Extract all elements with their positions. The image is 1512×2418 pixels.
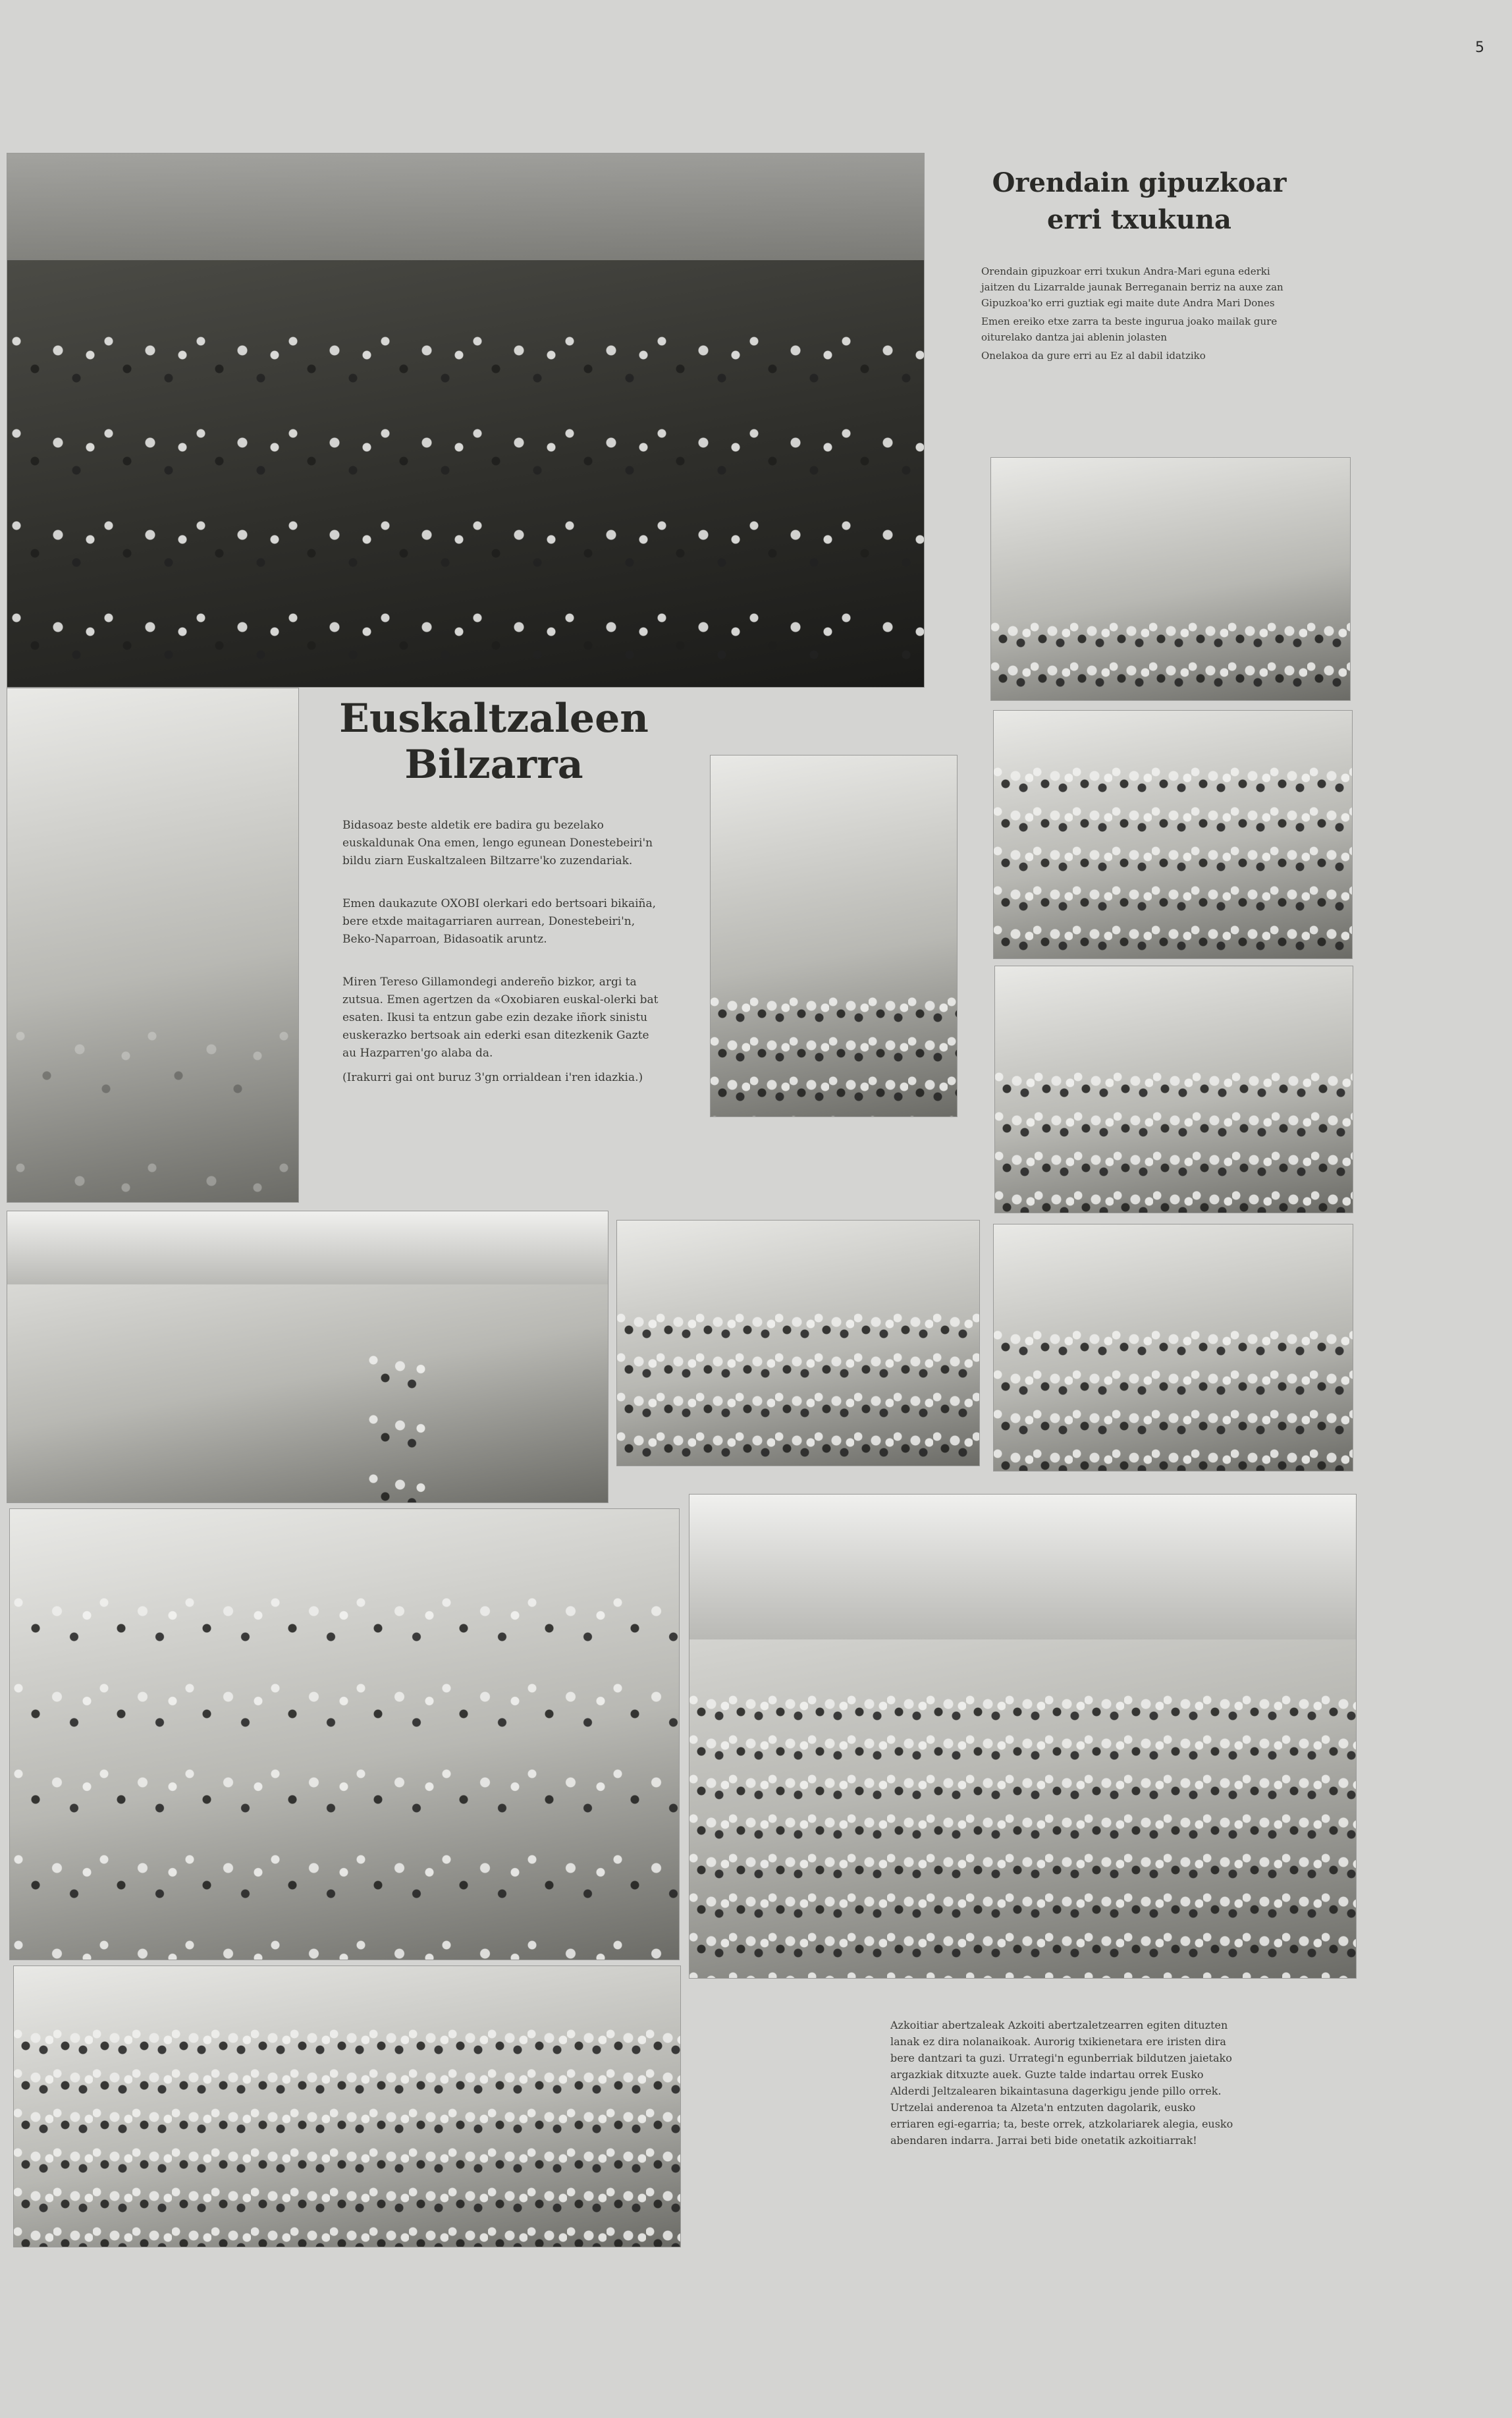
bilzarra-title	[310, 696, 678, 788]
bilzarra-title-line1: Euskaltzaleen	[339, 696, 649, 742]
bilzarra-paragraph: Miren Tereso Gillamondegi andereño bizkor, argi ta zutsua. Emen agertzen da «Oxobiaren euskal-olerki bat esaten. Ikusi ta entzun gabe ezin dezake iñork sinistu euskerazko bertsoak ain ederki esan ditezkenik Gazte au Hazparren'go alaba da.	[342, 975, 659, 1060]
orendain-title-line1: Orendain gipuzkoar	[992, 167, 1287, 198]
photo-orendain-dance-1	[994, 966, 1353, 1213]
orendain-title-line2: erri txukuna	[1047, 204, 1231, 235]
bilzarra-title-line2: Bilzarra	[404, 742, 583, 788]
photo-group-portrait	[7, 153, 925, 688]
photo-orendain-street	[990, 457, 1351, 701]
orendain-title	[968, 165, 1310, 238]
photo-orendain-dance-2	[993, 1224, 1353, 1471]
bilzarra-body	[342, 817, 659, 1087]
azkoitia-body	[890, 2017, 1239, 2163]
photo-crowd-rooftop	[689, 1494, 1357, 1979]
bilzarra-paragraph: (Irakurri gai ont buruz 3'gn orrialdean i'ren idazkia.)	[342, 1071, 643, 1084]
photo-crowd-house	[13, 1965, 681, 2247]
orendain-paragraph: Emen ereiko etxe zarra ta beste ingurua joako mailak gure oiturelako dantza jai ablenin jolasten	[981, 316, 1278, 343]
azkoitia-paragraph: Azkoitiar abertzaleak Azkoiti abertzaletzearren egiten dituzten lanak ez dira nolanaikoak. Aurorig txikienetara ere iristen dira bere dantzari ta guzi. Urrategi'n egunberriak bildutzen jaietako argazkiak ditxuzte auek. Guzte talde indartau orrek Eusko Alderdi Jeltzalearen bikaintasuna dagerkigu jende pillo orrek. Urtzelai anderenoa ta Alzeta'n entzuten dagolarik, eusko erriaren egi-egarria; ta, beste orrek, atzkolariarek alegia, eusko abendaren indarra. Jarrai beti bide onetatik azkoitiarrak!	[890, 2019, 1233, 2147]
orendain-body	[981, 263, 1304, 366]
bilzarra-paragraph: Bidasoaz beste aldetik ere badira gu bezelako euskaldunak Ona emen, lengo egunean Donestebeiri'n bildu ziarn Euskaltzaleen Biltzarre'ko zuzendariak.	[342, 819, 653, 867]
orendain-paragraph: Orendain gipuzkoar erri txukun Andra-Mari eguna ederki jaitzen du Lizarralde jaunak Berreganain berriz na auxe zan Gipuzkoa'ko erri guztiak egi maite dute Andra Mari Dones	[981, 265, 1283, 309]
bilzarra-paragraph: Emen daukazute OXOBI olerkari edo bertsoari bikaiña, bere etxde maitagarriaren aurrean, Donestebeiri'n, Beko-Naparroan, Bidasoatik aruntz.	[342, 897, 657, 946]
margin-mark-right: 5	[1475, 40, 1484, 56]
orendain-paragraph: Onelakoa da gure erri au Ez al dabil idatziko	[981, 350, 1206, 362]
photo-church-square	[710, 755, 958, 1117]
photo-priest-field	[7, 1211, 608, 1503]
photo-square-dance	[616, 1220, 980, 1466]
photo-villagers-group	[9, 1508, 680, 1960]
photo-orendain-crowd	[993, 710, 1353, 959]
photo-woman-portrait	[7, 688, 299, 1203]
